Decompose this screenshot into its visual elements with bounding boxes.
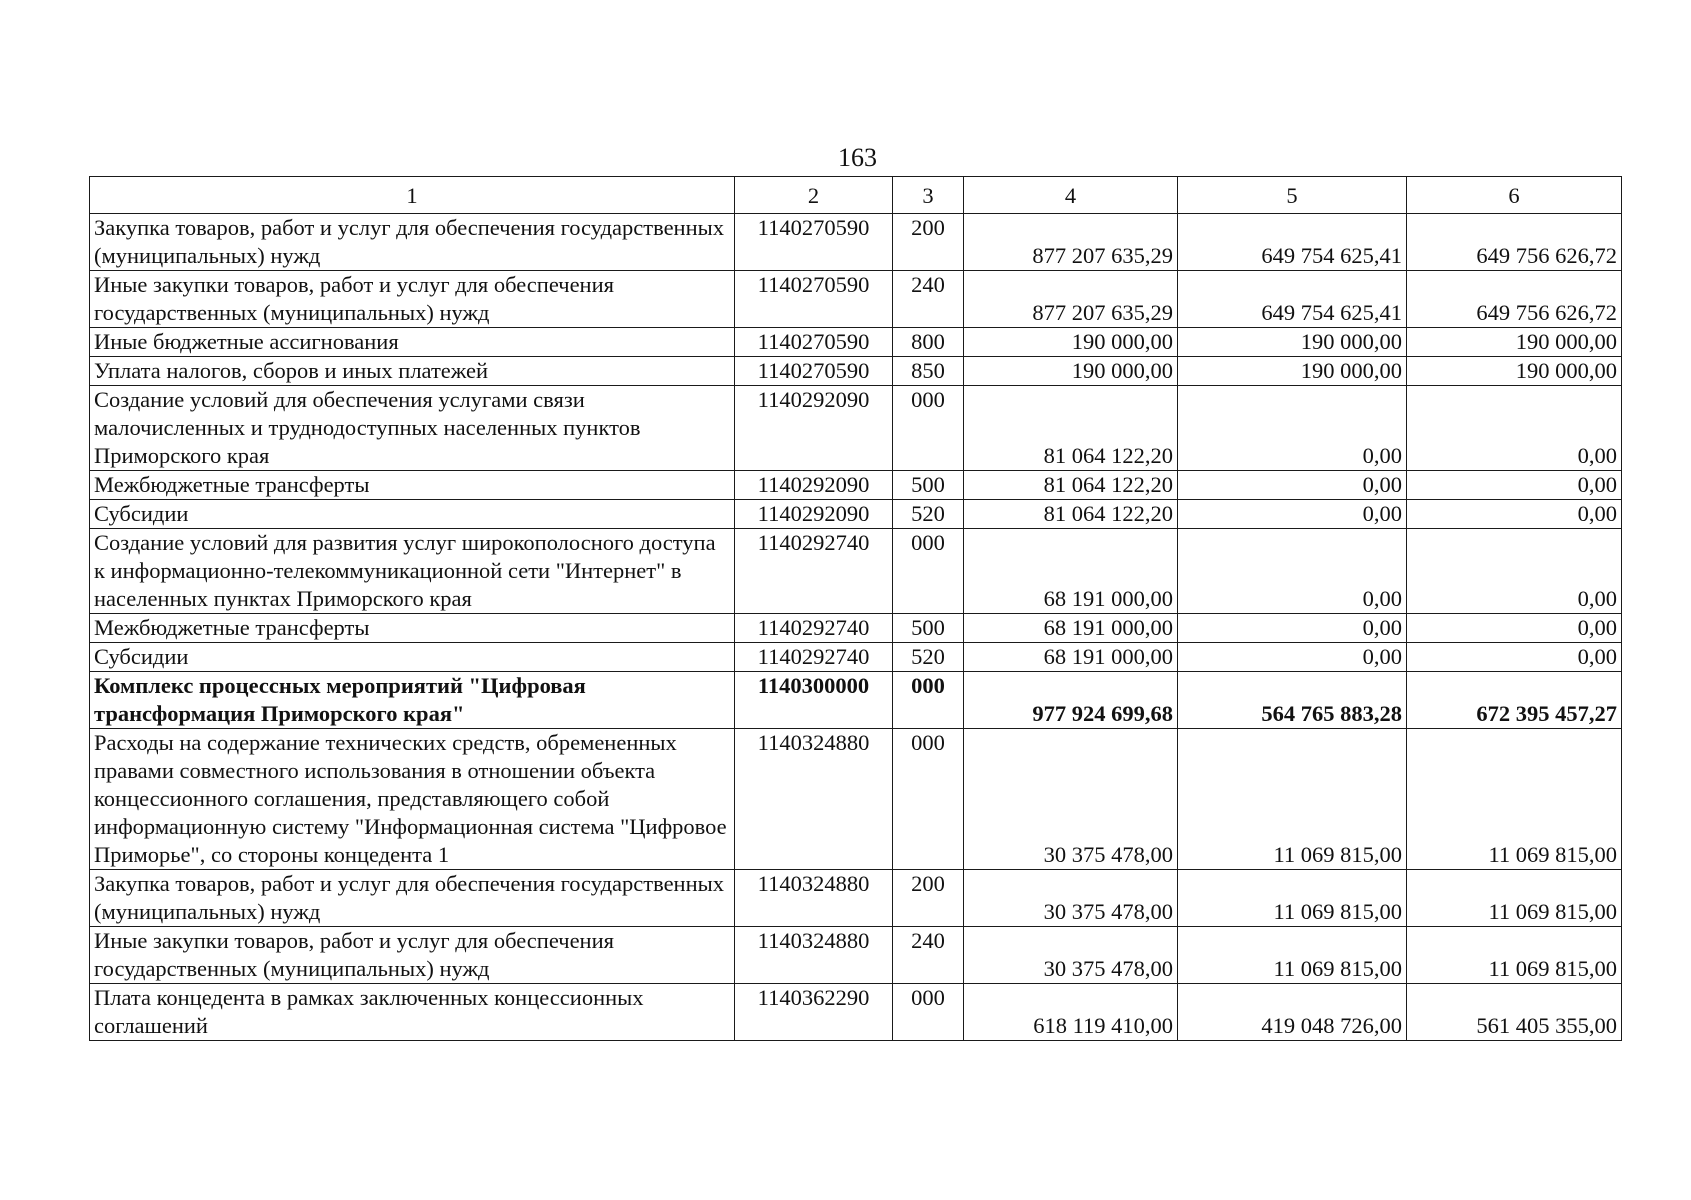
row-name-cell: Закупка товаров, работ и услуг для обеспечения государственных (муниципальных) нужд: [90, 214, 735, 271]
table-row: [90, 672, 1622, 729]
row-kind-cell: 200: [893, 214, 964, 271]
row-value-col6-cell: 11 069 815,00: [1407, 870, 1622, 927]
row-kind-cell: 200: [893, 870, 964, 927]
row-value-col6-cell: 649 756 626,72: [1407, 214, 1622, 271]
row-value-col4-cell: 30 375 478,00: [964, 870, 1178, 927]
row-name-cell: Создание условий для развития услуг широкополосного доступа к информационно-телекоммуникационной сети "Интернет" в населенных пунктах Приморского края: [90, 529, 735, 614]
row-kind-cell: 000: [893, 386, 964, 471]
table-header-row: [90, 177, 1622, 214]
row-value-col4-cell: 190 000,00: [964, 357, 1178, 386]
row-value-col6-cell: 11 069 815,00: [1407, 927, 1622, 984]
row-value-col5-cell: 0,00: [1178, 471, 1407, 500]
table-row: [90, 500, 1622, 529]
row-value-col5-cell: 11 069 815,00: [1178, 927, 1407, 984]
row-name-cell: Межбюджетные трансферты: [90, 471, 735, 500]
row-value-col4-cell: 81 064 122,20: [964, 386, 1178, 471]
table-row: [90, 328, 1622, 357]
row-name-cell: Плата концедента в рамках заключенных концессионных соглашений: [90, 984, 735, 1041]
row-value-col6-cell: 672 395 457,27: [1407, 672, 1622, 729]
row-name-cell: Закупка товаров, работ и услуг для обеспечения государственных (муниципальных) нужд: [90, 870, 735, 927]
column-header-2: 2: [735, 177, 893, 214]
row-value-col5-cell: 0,00: [1178, 386, 1407, 471]
row-value-col5-cell: 190 000,00: [1178, 328, 1407, 357]
row-name-cell: Создание условий для обеспечения услугами связи малочисленных и труднодоступных населенных пунктов Приморского края: [90, 386, 735, 471]
table-row: [90, 529, 1622, 614]
row-value-col4-cell: 81 064 122,20: [964, 471, 1178, 500]
row-value-col4-cell: 81 064 122,20: [964, 500, 1178, 529]
row-value-col5-cell: 649 754 625,41: [1178, 214, 1407, 271]
row-name-cell: Комплекс процессных мероприятий "Цифровая трансформация Приморского края": [90, 672, 735, 729]
row-name-cell: Уплата налогов, сборов и иных платежей: [90, 357, 735, 386]
row-code-cell: 1140362290: [735, 984, 893, 1041]
row-name-cell: Субсидии: [90, 500, 735, 529]
row-code-cell: 1140270590: [735, 214, 893, 271]
table-row: [90, 984, 1622, 1041]
row-code-cell: 1140324880: [735, 870, 893, 927]
row-code-cell: 1140292740: [735, 643, 893, 672]
table-body: [90, 214, 1622, 1041]
row-value-col5-cell: 649 754 625,41: [1178, 271, 1407, 328]
row-value-col4-cell: 68 191 000,00: [964, 614, 1178, 643]
row-code-cell: 1140292090: [735, 386, 893, 471]
row-kind-cell: 000: [893, 529, 964, 614]
row-value-col6-cell: 0,00: [1407, 500, 1622, 529]
row-value-col6-cell: 0,00: [1407, 529, 1622, 614]
row-value-col5-cell: 11 069 815,00: [1178, 729, 1407, 870]
row-name-cell: Иные закупки товаров, работ и услуг для обеспечения государственных (муниципальных) нужд: [90, 927, 735, 984]
row-value-col4-cell: 30 375 478,00: [964, 927, 1178, 984]
budget-table: [89, 176, 1622, 1041]
row-name-cell: Иные бюджетные ассигнования: [90, 328, 735, 357]
row-value-col5-cell: 0,00: [1178, 643, 1407, 672]
row-value-col5-cell: 0,00: [1178, 614, 1407, 643]
row-value-col4-cell: 68 191 000,00: [964, 643, 1178, 672]
row-value-col4-cell: 877 207 635,29: [964, 214, 1178, 271]
row-kind-cell: 520: [893, 643, 964, 672]
row-value-col4-cell: 877 207 635,29: [964, 271, 1178, 328]
row-value-col4-cell: 68 191 000,00: [964, 529, 1178, 614]
row-name-cell: Субсидии: [90, 643, 735, 672]
row-value-col5-cell: 564 765 883,28: [1178, 672, 1407, 729]
row-code-cell: 1140292090: [735, 500, 893, 529]
row-value-col6-cell: 0,00: [1407, 471, 1622, 500]
row-value-col4-cell: 190 000,00: [964, 328, 1178, 357]
row-name-cell: Межбюджетные трансферты: [90, 614, 735, 643]
row-value-col5-cell: 0,00: [1178, 500, 1407, 529]
row-code-cell: 1140292740: [735, 529, 893, 614]
row-value-col6-cell: 0,00: [1407, 386, 1622, 471]
row-kind-cell: 240: [893, 927, 964, 984]
row-code-cell: 1140270590: [735, 271, 893, 328]
table-row: [90, 357, 1622, 386]
column-header-5: 5: [1178, 177, 1407, 214]
row-code-cell: 1140324880: [735, 729, 893, 870]
row-value-col5-cell: 0,00: [1178, 529, 1407, 614]
row-value-col6-cell: 0,00: [1407, 643, 1622, 672]
table-row: [90, 927, 1622, 984]
row-value-col6-cell: 190 000,00: [1407, 357, 1622, 386]
table-row: [90, 614, 1622, 643]
column-header-6: 6: [1407, 177, 1622, 214]
row-value-col4-cell: 977 924 699,68: [964, 672, 1178, 729]
table-row: [90, 271, 1622, 328]
row-kind-cell: 520: [893, 500, 964, 529]
row-value-col6-cell: 190 000,00: [1407, 328, 1622, 357]
row-kind-cell: 000: [893, 984, 964, 1041]
row-kind-cell: 800: [893, 328, 964, 357]
row-code-cell: 1140292090: [735, 471, 893, 500]
column-header-4: 4: [964, 177, 1178, 214]
table-row: [90, 870, 1622, 927]
row-code-cell: 1140324880: [735, 927, 893, 984]
row-name-cell: Иные закупки товаров, работ и услуг для обеспечения государственных (муниципальных) нужд: [90, 271, 735, 328]
row-kind-cell: 240: [893, 271, 964, 328]
row-code-cell: 1140270590: [735, 357, 893, 386]
row-value-col6-cell: 0,00: [1407, 614, 1622, 643]
row-value-col4-cell: 30 375 478,00: [964, 729, 1178, 870]
row-name-cell: Расходы на содержание технических средств, обремененных правами совместного использования в отношении объекта концессионного соглашения, представляющего собой информационную систему "Информационная система "Цифровое Приморье", со стороны концедента 1: [90, 729, 735, 870]
row-value-col4-cell: 618 119 410,00: [964, 984, 1178, 1041]
table-row: [90, 729, 1622, 870]
row-code-cell: 1140292740: [735, 614, 893, 643]
row-kind-cell: 500: [893, 614, 964, 643]
table-row: [90, 386, 1622, 471]
row-code-cell: 1140300000: [735, 672, 893, 729]
table-row: [90, 214, 1622, 271]
column-header-3: 3: [893, 177, 964, 214]
row-value-col5-cell: 419 048 726,00: [1178, 984, 1407, 1041]
row-value-col6-cell: 561 405 355,00: [1407, 984, 1622, 1041]
row-value-col5-cell: 190 000,00: [1178, 357, 1407, 386]
page-number: 163: [838, 143, 877, 172]
row-value-col6-cell: 11 069 815,00: [1407, 729, 1622, 870]
row-kind-cell: 500: [893, 471, 964, 500]
row-value-col6-cell: 649 756 626,72: [1407, 271, 1622, 328]
table-row: [90, 643, 1622, 672]
column-header-1: 1: [90, 177, 735, 214]
row-kind-cell: 000: [893, 729, 964, 870]
row-value-col5-cell: 11 069 815,00: [1178, 870, 1407, 927]
row-code-cell: 1140270590: [735, 328, 893, 357]
table-row: [90, 471, 1622, 500]
row-kind-cell: 850: [893, 357, 964, 386]
row-kind-cell: 000: [893, 672, 964, 729]
